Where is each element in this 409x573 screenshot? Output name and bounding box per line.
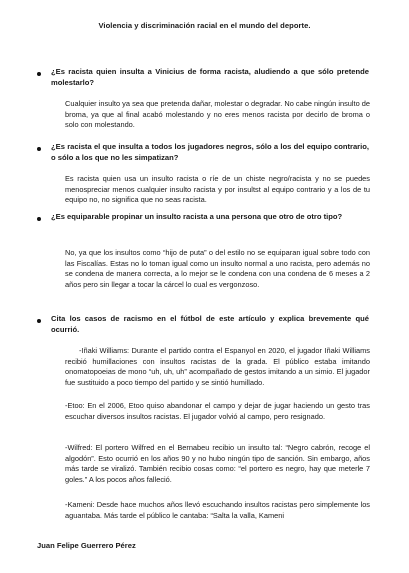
case-etoo: -Etoo: En el 2006, Etoo quiso abandonar el campo y dejar de jugar haciendo un gesto tras escuchar diversos insultos racistas. El jugador volvió al campo, pero resignado. [65,401,370,421]
answer-3: No, ya que los insultos como “hijo de puta” o del estilo no se equiparan igual sobre todo con las Fiscalías. Estas no lo toman igual como un insulto normal a uno racista, pero además no se condena de manera correcta, a lo mejor se le condena con una condena de 6 meses a 2 años pero sin llegar a tocar la cárcel lo cual es vergonzoso. [65,248,370,289]
bullet-icon [37,319,41,323]
answer-1: Cualquier insulto ya sea que pretenda dañar, molestar o degradar. No cabe ningún insulto de broma, ya que al final acabó molestando y no eres menos racista por decirlo de broma o solo con molestando. [65,99,370,130]
case-wilfred: -Wilfred: El portero Wilfred en el Bernabeu recibio un insulto tal: “Negro cabrón, recoge el algodón”. Esto ocurrió en los años 90 y no hubo ningún tipo de sanción. Sin embargo, años más tarde se viralizó. También recibio cosas como: “el portero es negro, hay que meterle 7 goles.” A los pocos años falleció. [65,443,370,484]
author-name: Juan Felipe Guerrero Pérez [37,541,136,550]
document-title: Violencia y discriminación racial en el mundo del deporte. [98,21,311,30]
bullet-icon [37,147,41,151]
case-williams: -Iñaki Williams: Durante el partido contra el Espanyol en 2020, el jugador Iñaki Williams recibió humillaciones con insultos racistas de la grada. El público estaba imitando onomatopoeias de mono “uh, uh, uh” acompañado de gestos imitando a un simio. El jugador fue sustituido a poco tiempo del partido y se sintió humillado. [65,346,370,387]
question-3: ¿Es equiparable propinar un insulto racista a una persona que otro de otro tipo? [51,212,343,221]
bullet-icon [37,72,41,76]
question-2: ¿Es racista el que insulta a todos los jugadores negros, sólo a los del equipo contrario, o sólo a los que no les simpatizan? [51,142,369,162]
question-4: Cita los casos de racismo en el fútbol de este artículo y explica brevemente qué ocurrió. [51,314,369,334]
question-1: ¿Es racista quien insulta a Vinicius de forma racista, aludiendo a que sólo pretende molestarlo? [51,67,369,87]
case-kameni: -Kameni: Desde hace muchos años llevó escuchando insultos racistas pero simplemente los aguantaba. Más tarde el público le cantaba: “Salta la valla, Kameni [65,500,370,520]
answer-2: Es racista quien usa un insulto racista o ríe de un chiste negro/racista y no se puedes menospreciar menos cualquier insulto racista y por insultst al equipo contrario y a los de tu equipo no, no significa que no seas racista. [65,174,370,205]
bullet-icon [37,217,41,221]
